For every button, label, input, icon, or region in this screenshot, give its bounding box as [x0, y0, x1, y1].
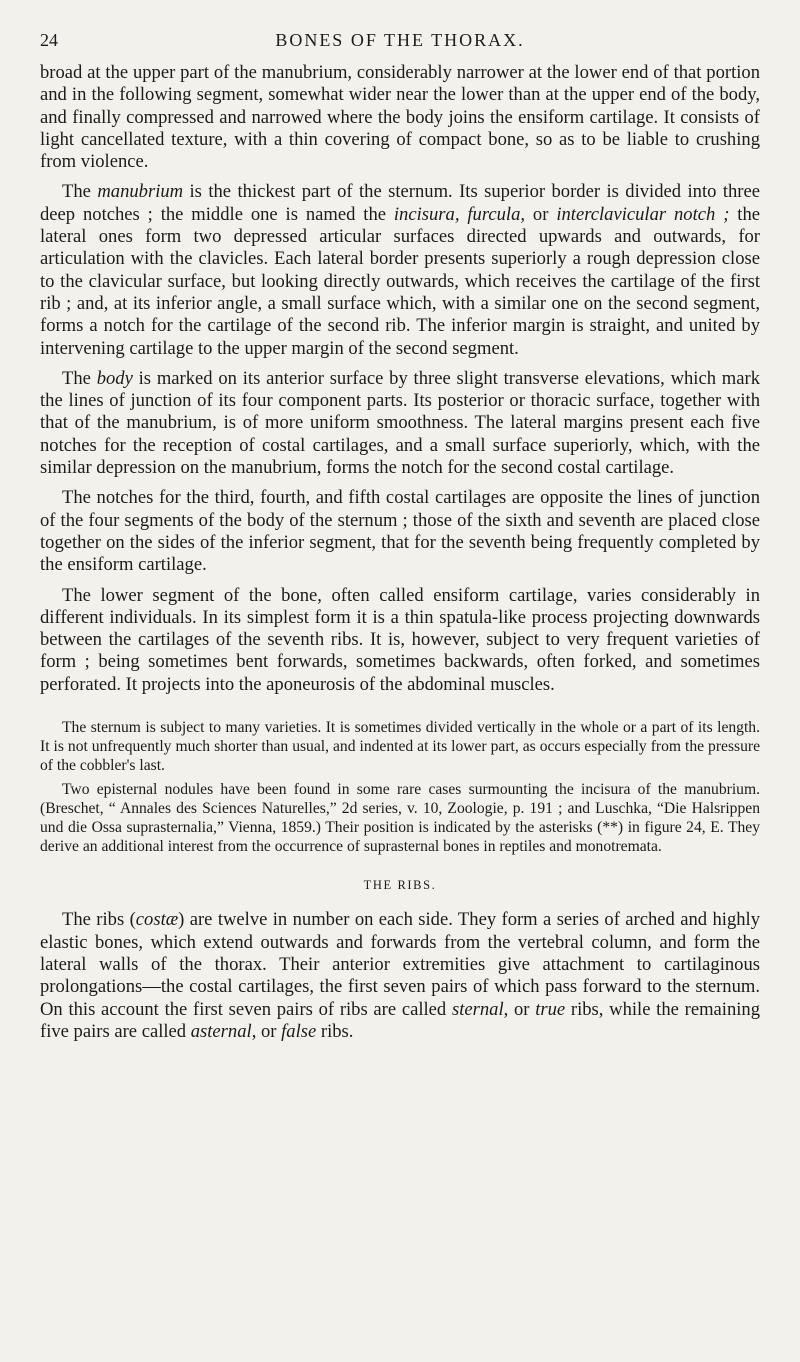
paragraph-ensiform: The lower segment of the bone, often called ensiform cartilage, varies considerably in different individuals. In its simplest form it is a thin spatula-like process projecting downwards between the cartilages of the seventh ribs. It is, however, subject to very frequent varieties of form ; being sometimes bent forwards, sometimes backwards, often forked, and sometimes perforated. It projects into the aponeurosis of the abdominal muscles. [40, 584, 760, 695]
term-body: body [96, 367, 133, 389]
text-span: The [62, 181, 98, 203]
term-incisura: incisura, furcula, [393, 203, 526, 225]
term-interclavicular-notch: interclavicular notch ; [556, 203, 730, 225]
text-span: , or [251, 1020, 282, 1042]
paragraph-manubrium [40, 181, 760, 359]
note-episternal-nodules: Two episternal nodules have been found in some rare cases surmounting the incisura of the manubrium. (Breschet, “ Annales des Sciences Naturelles,” 2d series, v. 10, Zoologie, p. 191 ; and Luschka, “Die Halsrippen und die Ossa suprasternalia,” Vienna, 1859.) Their position is indicated by the asterisks (**) in figure 24, E. They derive an additional interest from the occurrence of suprasternal bones in reptiles and monotremata. [40, 780, 760, 856]
paragraph-sternum-shape: broad at the upper part of the manubrium, considerably narrower at the lower end of that portion and in the following segment, somewhat wider near the lower than at the upper end of the body, and finally compressed and narrowed where the body joins the ensiform cartilage. It consists of light cancellated texture, with a thin covering of compact bone, so as to be liable to crushing from violence. [40, 62, 760, 173]
term-manubrium: manubrium [97, 181, 184, 203]
text-span: ribs. [316, 1020, 354, 1042]
note-varieties: The sternum is subject to many varieties. It is sometimes divided vertically in the whole or a part of its length. It is not unfrequently much shorter than usual, and indented at its lower part, as occurs especially from the pressure of the cobbler's last. [40, 719, 760, 775]
text-span: The [62, 367, 97, 389]
paragraph-body [40, 368, 760, 479]
text-span: ribs, while the remaining five pairs are called [40, 998, 761, 1042]
text-span: is the thickest part of the sternum. Its superior border is divided into three deep notches ; the middle one is named the [40, 181, 760, 225]
page-number: 24 [40, 30, 58, 50]
term-costae: costæ [135, 909, 179, 931]
text-span: The ribs ( [62, 909, 136, 931]
section-title: THE RIBS. [363, 878, 437, 893]
page-header [40, 22, 760, 62]
paragraph-ribs [40, 909, 760, 1043]
term-true: true [535, 998, 566, 1020]
term-false: false [281, 1020, 317, 1042]
text-span: ) are twelve in number on each side. They form a series of arched and highly elastic bones, which extend outwards and forwards from the vertebral column, and form the lateral walls of the thorax. Their anterior extremities give attachment to cartilaginous prolongations—the costal cartilages, the first seven pairs of which pass forward to the sternum. On this account the first seven pairs of ribs are called [40, 909, 760, 1020]
ribs-section [40, 909, 760, 1043]
term-asternal: asternal [190, 1020, 252, 1042]
text-span: , or [503, 998, 536, 1020]
paragraph-notches: The notches for the third, fourth, and fifth costal cartilages are opposite the lines of junction of the four segments of the body of the sternum ; those of the sixth and seventh are placed close together on the sides of the inferior segment, that for the seventh being frequently completed by the ensiform cartilage. [40, 487, 760, 576]
small-print-notes [40, 718, 760, 856]
main-text [40, 62, 760, 696]
running-head: BONES OF THE THORAX. [275, 30, 525, 50]
text-span: is marked on its anterior surface by three slight transverse elevations, which mark the lines of junction of its four component parts. Its posterior or thoracic surface, together with that of the manubrium, is of more uniform smoothness. The lateral margins present each five notches for the reception of costal cartilages, and a small surface superiorly, which, with the similar depression on the manubrium, forms the notch for the second costal cartilage. [40, 367, 760, 479]
text-span: the lateral ones form two depressed articular surfaces directed upwards and outwards, for articulation with the clavicles. Each lateral border presents superiorly a rough depression close to the clavicular surface, but looking directly outwards, which receives the cartilage of the first rib ; and, at its inferior angle, a small surface which, with a similar one on the second segment, forms a notch for the cartilage of the second rib. The inferior margin is straight, and united by intervening cartilage to the upper margin of the second segment. [40, 203, 760, 359]
text-span: or [525, 203, 557, 225]
term-sternal: sternal [451, 998, 504, 1020]
